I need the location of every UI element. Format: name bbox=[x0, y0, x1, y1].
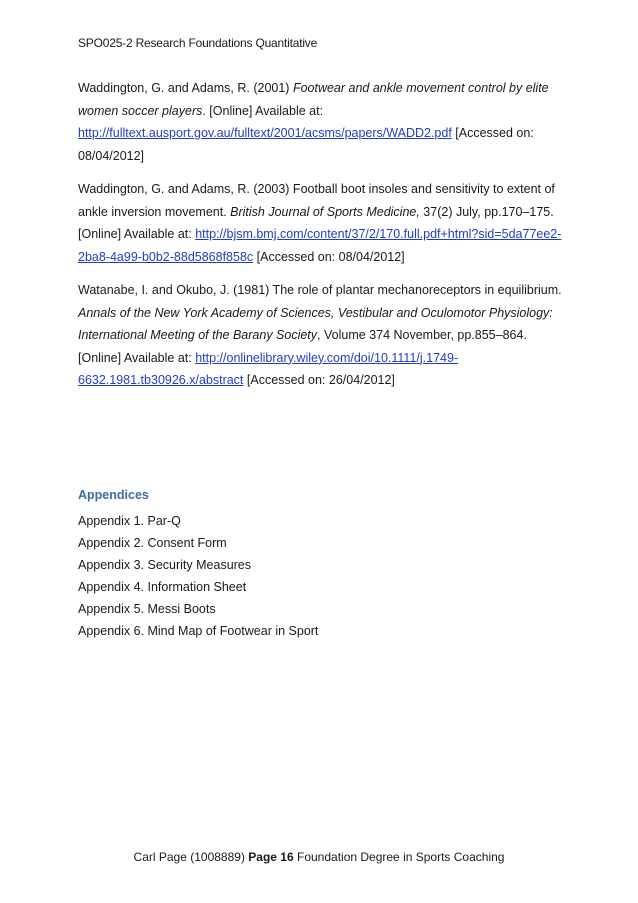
appendix-item: Appendix 1. Par-Q bbox=[78, 514, 181, 528]
reference-link[interactable]: http://bjsm.bmj.com/content/37/2/170.full.pdf+html?sid=5da77ee2-2ba8-4a99-b0b2-88d5868f858c bbox=[78, 227, 562, 264]
reference-title: Footwear and ankle movement control by elite women soccer players bbox=[78, 81, 549, 118]
reference-title: Annals of the New York Academy of Sciences, Vestibular and Oculomotor Physiology: International Meeting of the Barany Society bbox=[78, 305, 553, 342]
appendices-section bbox=[78, 484, 568, 642]
appendix-item: Appendix 3. Security Measures bbox=[78, 558, 252, 572]
appendix-item: Appendix 2. Consent Form bbox=[78, 536, 227, 550]
appendix-item: Appendix 4. Information Sheet bbox=[78, 580, 247, 594]
footer-author: Carl Page (1008889) bbox=[133, 850, 249, 864]
appendix-item: Appendix 5. Messi Boots bbox=[78, 602, 216, 616]
reference-link[interactable]: http://fulltext.ausport.gov.au/fulltext/2001/acsms/papers/WADD2.pdf bbox=[78, 126, 452, 140]
reference-title: British Journal of Sports Medicine, bbox=[230, 204, 420, 219]
reference-details: , Volume 374 November, pp.855–864. [Online] Available at: bbox=[78, 328, 527, 365]
reference-entry bbox=[78, 279, 568, 392]
reference-entry bbox=[78, 178, 568, 268]
reference-authors: Waddington, G. and Adams, R. (2003) Football boot insoles and sensitivity to extent of ankle inversion movement. bbox=[78, 182, 555, 219]
footer-page-number: Page 16 bbox=[248, 850, 294, 864]
footer-course: Foundation Degree in Sports Coaching bbox=[293, 850, 505, 864]
reference-accessed: [Accessed on: 08/04/2012] bbox=[78, 126, 534, 163]
reference-link[interactable]: http://onlinelibrary.wiley.com/doi/10.1111/j.1749-6632.1981.tb30926.x/abstract bbox=[78, 350, 459, 387]
page-header: SPO025-2 Research Foundations Quantitative bbox=[78, 36, 318, 50]
reference-accessed: [Accessed on: 26/04/2012] bbox=[243, 373, 395, 387]
reference-authors: Waddington, G. and Adams, R. (2001) bbox=[78, 81, 293, 95]
references-list bbox=[78, 77, 568, 403]
reference-authors: Watanabe, I. and Okubo, J. (1981) The role of plantar mechanoreceptors in equilibrium. bbox=[78, 283, 562, 297]
reference-entry bbox=[78, 77, 568, 167]
appendices-heading: Appendices bbox=[78, 488, 149, 502]
reference-details: . [Online] Available at: bbox=[202, 103, 324, 118]
appendix-item: Appendix 6. Mind Map of Footwear in Sport bbox=[78, 624, 319, 638]
page-footer bbox=[0, 850, 638, 864]
appendices-list bbox=[78, 510, 568, 642]
reference-details: 37(2) July, pp.170–175. [Online] Available at: bbox=[78, 204, 554, 241]
reference-accessed: [Accessed on: 08/04/2012] bbox=[253, 249, 405, 264]
